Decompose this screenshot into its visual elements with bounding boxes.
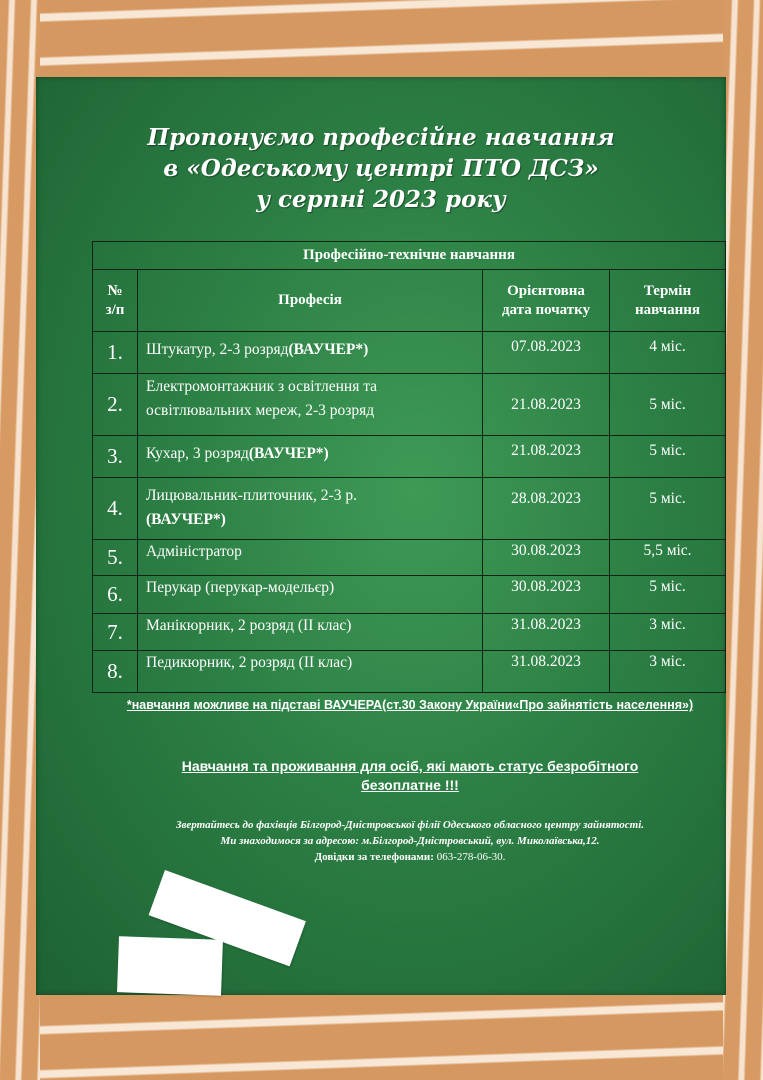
table-row [93,576,726,614]
row-term: 4 міс. [610,332,726,374]
row-date: 28.08.2023 [483,478,610,540]
header-date-line1: Орієнтовна [507,282,585,299]
row-date: 30.08.2023 [483,540,610,576]
header-date [483,270,610,332]
voucher-footnote: *навчання можливе на підставі ВАУЧЕРА(ст.30 Закону України«Про зайнятість населення») [126,698,694,712]
row-profession [138,576,483,614]
row-number: 1. [93,332,138,374]
header-date-line2: дата початку [501,301,591,318]
profession-text: Штукатур, 2-3 розряд [146,341,289,358]
row-profession [138,374,483,436]
row-number: 3. [93,436,138,478]
voucher-label: (ВАУЧЕР*) [248,445,329,462]
row-profession [138,332,483,374]
table-row [93,651,726,693]
contact-line-1: Звертайтесь до фахівців Білгород-Дністровської філії Одеського обласного центру зайнятості. [175,819,645,831]
poster-title [36,122,726,215]
row-term: 3 міс. [610,651,726,693]
row-term: 3 міс. [610,614,726,651]
header-number-line2: з/п [105,301,125,318]
header-term [610,270,726,332]
title-line-2: в «Одеському центрі ПТО ДСЗ» [163,155,599,182]
profession-text: Перукар (перукар-модельєр) [146,579,335,596]
row-profession [138,478,483,540]
row-term: 5,5 міс. [610,540,726,576]
header-profession: Професія [138,270,483,332]
row-number: 4. [93,478,138,540]
row-date: 21.08.2023 [483,374,610,436]
row-profession [138,614,483,651]
profession-text: Електромонтажник з освітлення та освітлювальних мереж, 2-3 розряд [146,378,378,419]
profession-text: Кухар, 3 розряд [146,445,249,462]
row-number: 2. [93,374,138,436]
frame-right-edge [723,0,763,1080]
header-term-line1: Термін [643,282,692,299]
profession-text: Лицювальник-плиточник, 2-3 р. [146,487,357,504]
courses-table [92,241,726,693]
phone-label: Довідки за телефонами: [314,851,434,863]
row-date: 31.08.2023 [483,651,610,693]
title-line-1: Пропонуємо професійне навчання [147,124,615,151]
voucher-label: (ВАУЧЕР*) [288,341,369,358]
table-row [93,540,726,576]
header-number [93,270,138,332]
row-date: 30.08.2023 [483,576,610,614]
table-row [93,332,726,374]
row-term: 5 міс. [610,576,726,614]
table-row [93,436,726,478]
profession-text: Манікюрник, 2 розряд (ІІ клас) [146,617,352,634]
row-date: 07.08.2023 [483,332,610,374]
frame-left-edge [0,0,40,1080]
table-row [93,478,726,540]
table-section-header: Професійно-технічне навчання [93,242,726,270]
row-number: 7. [93,614,138,651]
profession-text: Адміністратор [146,543,242,560]
contact-address: Ми знаходимося за адресою: м.Білгород-Дністровський, вул. Миколаївська,12. [220,835,600,847]
row-number: 5. [93,540,138,576]
row-term: 5 міс. [610,478,726,540]
free-training-notice: Навчання та проживання для осіб, які мають статус безробітного безоплатне !!! [181,758,639,793]
header-term-line2: навчання [634,301,701,318]
contact-phone-line [90,849,730,865]
row-profession [138,651,483,693]
title-line-3: у серпні 2023 року [256,186,506,213]
row-number: 6. [93,576,138,614]
row-date: 21.08.2023 [483,436,610,478]
phone-number: 063-278-06-30. [436,851,506,863]
row-term: 5 міс. [610,374,726,436]
table-row [93,374,726,436]
voucher-label: (ВАУЧЕР*) [146,511,226,528]
row-profession [138,540,483,576]
profession-text: Педикюрник, 2 розряд (ІІ клас) [146,654,353,671]
row-date: 31.08.2023 [483,614,610,651]
table-row [93,614,726,651]
contact-info [90,817,730,865]
row-number: 8. [93,651,138,693]
row-profession [138,436,483,478]
row-term: 5 міс. [610,436,726,478]
header-number-line1: № [107,282,123,299]
chalk-piece [117,936,223,996]
